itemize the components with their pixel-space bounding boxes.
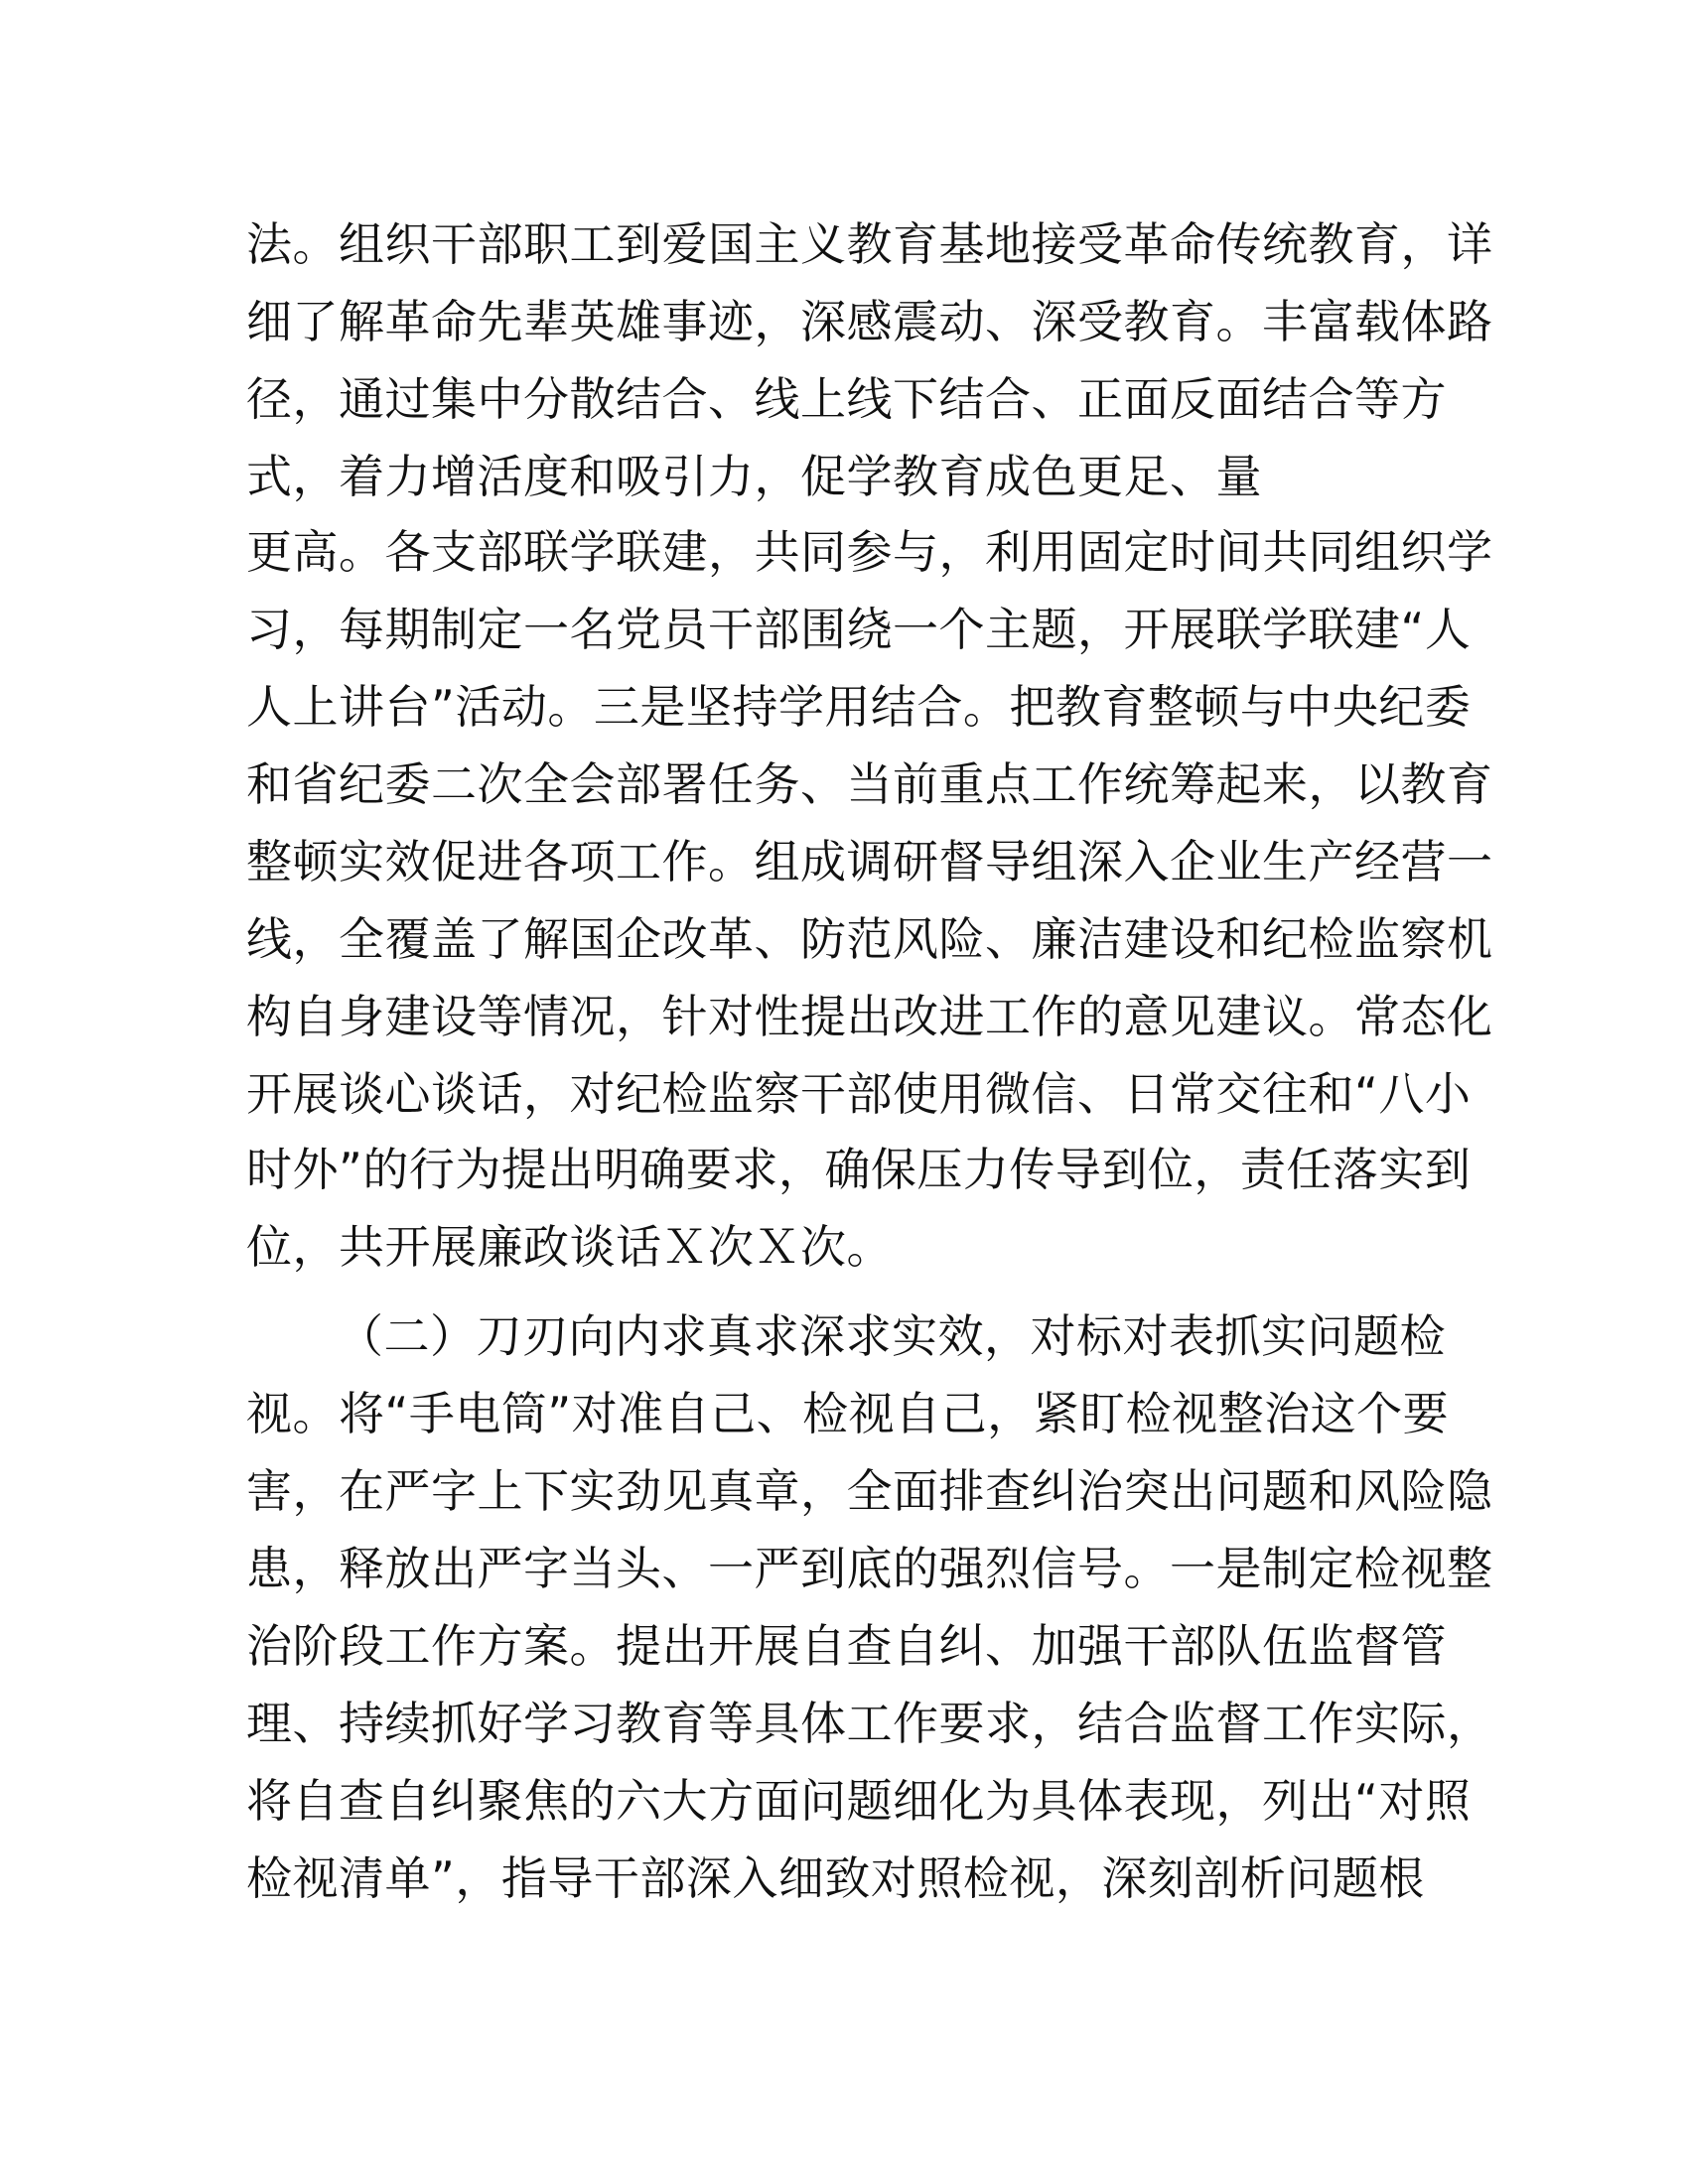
text-line: 检视清单”，指导干部深入细致对照检视，深刻剖析问题根 [246, 1851, 1425, 1905]
text-line: 视。将“手电筒”对准自己、检视自己，紧盯检视整治这个要 [246, 1387, 1450, 1440]
text-line: 法。组织干部职工到爱国主义教育基地接受革命传统教育，详 [246, 217, 1493, 271]
text-line: 习，每期制定一名党员干部围绕一个主题，开展联学联建“人 [246, 603, 1472, 656]
text-line: 构自身建设等情况，针对性提出改进工作的意见建议。常态化 [246, 990, 1493, 1043]
text-line: 更高。各支部联学联建，共同参与，利用固定时间共同组织学 [246, 525, 1493, 579]
text-line: 式，着力增活度和吸引力，促学教育成色更足、量 [246, 450, 1262, 503]
text-line: 将自查自纠聚焦的六大方面问题细化为具体表现，列出“对照 [246, 1774, 1472, 1828]
text-line: 治阶段工作方案。提出开展自查自纠、加强干部队伍监督管 [246, 1619, 1447, 1673]
text-line: 径，通过集中分散结合、线上线下结合、正面反面结合等方 [246, 372, 1447, 426]
text-line: 细了解革命先辈英雄事迹，深感震动、深受教育。丰富载体路 [246, 295, 1493, 348]
text-line: 人上讲台”活动。三是坚持学用结合。把教育整顿与中央纪委 [246, 680, 1472, 734]
text-line: 害，在严字上下实劲见真章，全面排查纠治突出问题和风险隐 [246, 1464, 1493, 1518]
text-line: 理、持续抓好学习教育等具体工作要求，结合监督工作实际， [246, 1697, 1493, 1750]
text-line: 线，全覆盖了解国企改革、防范风险、廉洁建设和纪检监察机 [246, 912, 1493, 966]
text-line: 位，共开展廉政谈话Ｘ次Ｘ次。 [246, 1220, 893, 1274]
text-line: 和省纪委二次全会部署任务、当前重点工作统筹起来，以教育 [246, 757, 1493, 811]
section-heading-line: （二）刀刃向内求真求深求实效，对标对表抓实问题检 [338, 1309, 1446, 1363]
text-line: 时外”的行为提出明确要求，确保压力传导到位，责任落实到 [246, 1143, 1472, 1196]
text-line: 开展谈心谈话，对纪检监察干部使用微信、日常交往和“八小 [246, 1067, 1472, 1121]
text-line: 患，释放出严字当头、一严到底的强烈信号。一是制定检视整 [246, 1542, 1493, 1595]
text-line: 整顿实效促进各项工作。组成调研督导组深入企业生产经营一 [246, 835, 1493, 888]
